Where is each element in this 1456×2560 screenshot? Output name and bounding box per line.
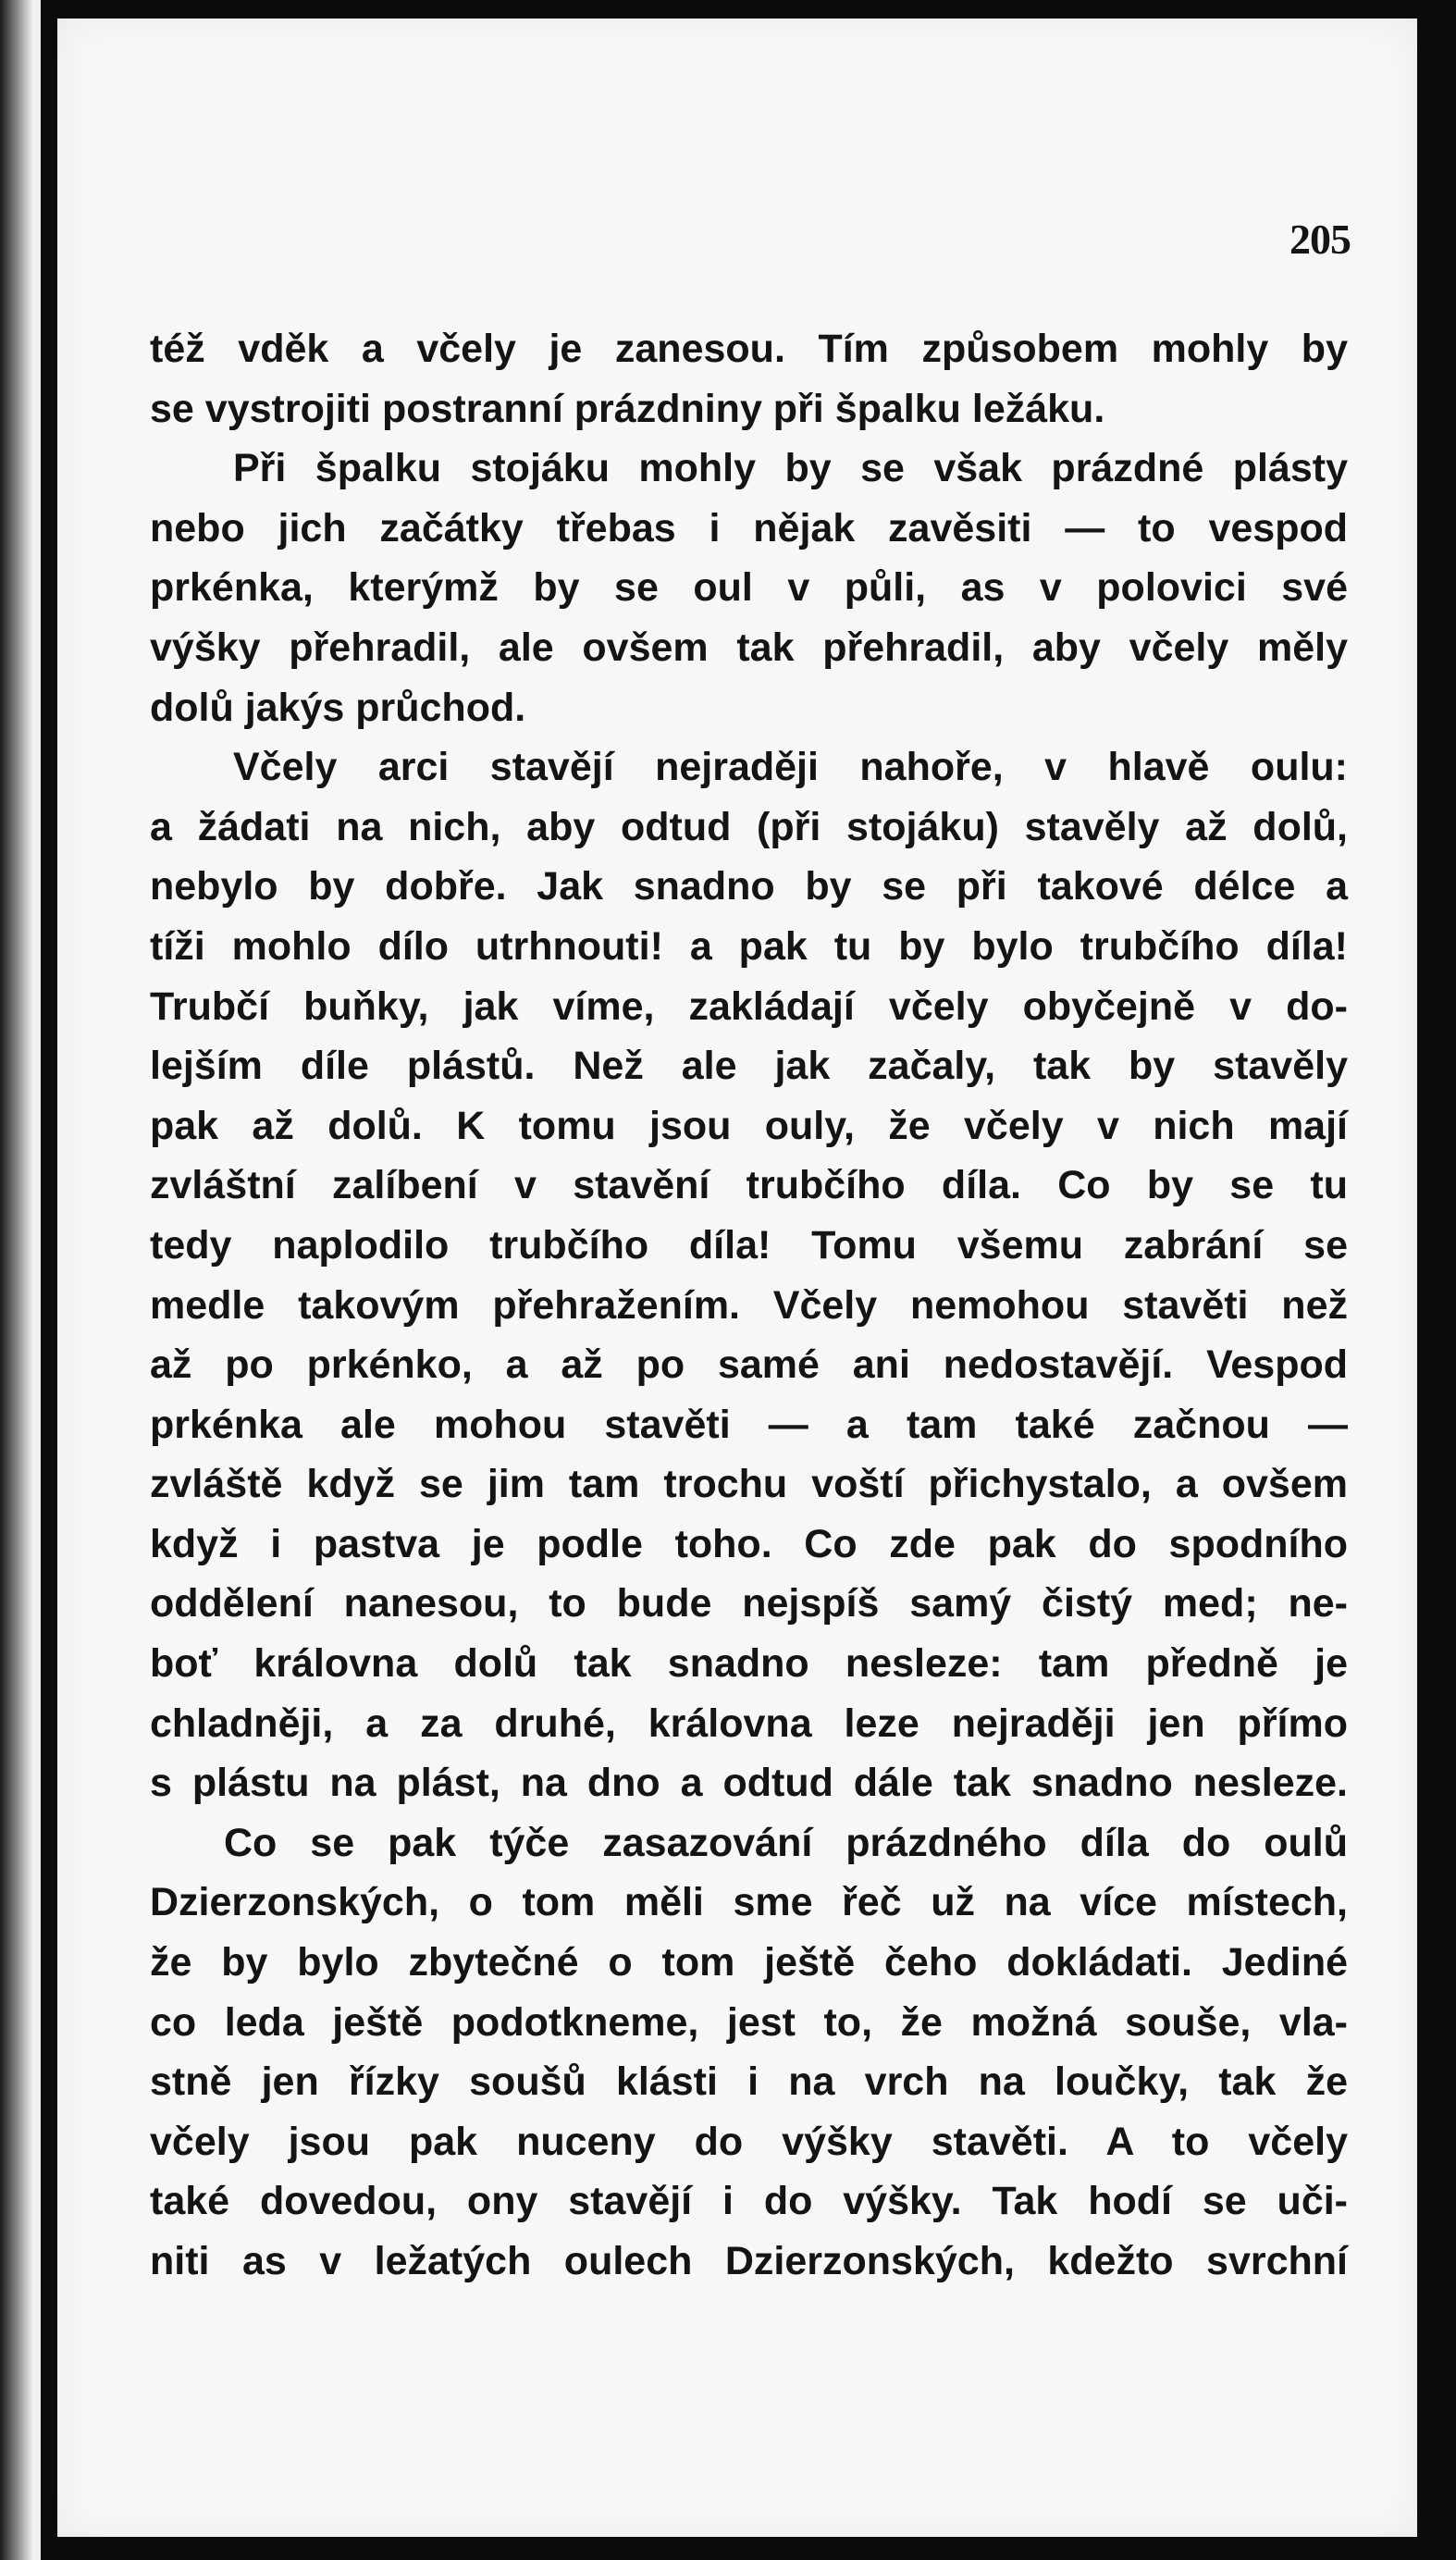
text-line: tedy naplodilo trubčího díla! Tomu všemu zabrání se: [150, 1222, 1348, 1268]
page-number: 205: [1289, 216, 1351, 263]
text-line: prkénka ale mohou stavěti — a tam také začnou —: [150, 1402, 1348, 1447]
book-spine: [0, 0, 56, 2560]
text-line: zvláštní zalíbení v stavění trubčího díla. Co by se tu: [150, 1163, 1348, 1208]
text-line: lejším díle plástů. Než ale jak začaly, tak by stavěly: [150, 1044, 1348, 1089]
text-line: výšky přehradil, ale ovšem tak přehradil, aby včely měly: [150, 625, 1348, 670]
text-line: Při špalku stojáku mohly by se však prázdné plásty: [233, 446, 1348, 491]
text-line: také dovedou, ony stavějí i do výšky. Tak hodí se uči-: [150, 2179, 1348, 2224]
book-page: [57, 19, 1417, 2537]
text-line: stně jen řízky soušů klásti i na vrch na loučky, tak že: [150, 2059, 1348, 2105]
text-line: Dzierzonských, o tom měli sme řeč už na více místech,: [150, 1880, 1348, 1925]
text-line: s plástu na plást, na dno a odtud dále tak snadno nesleze.: [150, 1761, 1348, 1806]
text-line: až po prkénko, a až po samé ani nedostavějí. Vespod: [150, 1342, 1348, 1388]
text-line: boť královna dolů tak snadno nesleze: tam předně je: [150, 1641, 1348, 1687]
text-line: chladněji, a za druhé, královna leze nejraději jen přímo: [150, 1700, 1348, 1746]
text-line: medle takovým přehražením. Včely nemohou stavěti než: [150, 1282, 1348, 1328]
text-line: pak až dolů. K tomu jsou ouly, že včely v nich mají: [150, 1103, 1348, 1148]
body-text: [150, 319, 1348, 2292]
text-line: Trubčí buňky, jak víme, zakládají včely obyčejně v do-: [150, 983, 1348, 1029]
text-line: Co se pak týče zasazování prázdného díla do oulů: [224, 1820, 1348, 1865]
text-line: zvláště když se jim tam trochu voští přichystalo, a ovšem: [150, 1462, 1348, 1507]
text-line: tíži mohlo dílo utrhnouti! a pak tu by bylo trubčího díla!: [150, 923, 1348, 969]
text-line: Včely arci stavějí nejraději nahoře, v hlavě oulu:: [233, 745, 1348, 790]
text-line: nebylo by dobře. Jak snadno by se při takové délce a: [150, 864, 1348, 909]
text-line: když i pastva je podle toho. Co zde pak do spodního: [150, 1521, 1348, 1566]
text-line: prkénka, kterýmž by se oul v půli, as v polovici své: [150, 565, 1348, 611]
text-line: oddělení nanesou, to bude nejspíš samý čistý med; ne-: [150, 1581, 1348, 1626]
text-line: a žádati na nich, aby odtud (při stojáku) stavěly až dolů,: [150, 804, 1348, 849]
text-line: včely jsou pak nuceny do výšky stavěti. A to včely: [150, 2119, 1348, 2164]
text-line: nebo jich začátky třebas i nějak zavěsiti — to vespod: [150, 505, 1348, 550]
text-line: též vděk a včely je zanesou. Tím způsobem mohly by: [150, 327, 1348, 371]
text-line: dolů jakýs průchod.: [150, 685, 526, 730]
text-line: že by bylo zbytečné o tom ještě čeho dokládati. Jediné: [150, 1940, 1348, 1985]
text-line: co leda ještě podotkneme, jest to, že možná souše, vla-: [150, 1999, 1348, 2045]
text-line: niti as v ležatých oulech Dzierzonských, kdežto svrchní: [150, 2239, 1348, 2283]
text-line: se vystrojiti postranní prázdniny při špalku ležáku.: [150, 386, 1105, 431]
